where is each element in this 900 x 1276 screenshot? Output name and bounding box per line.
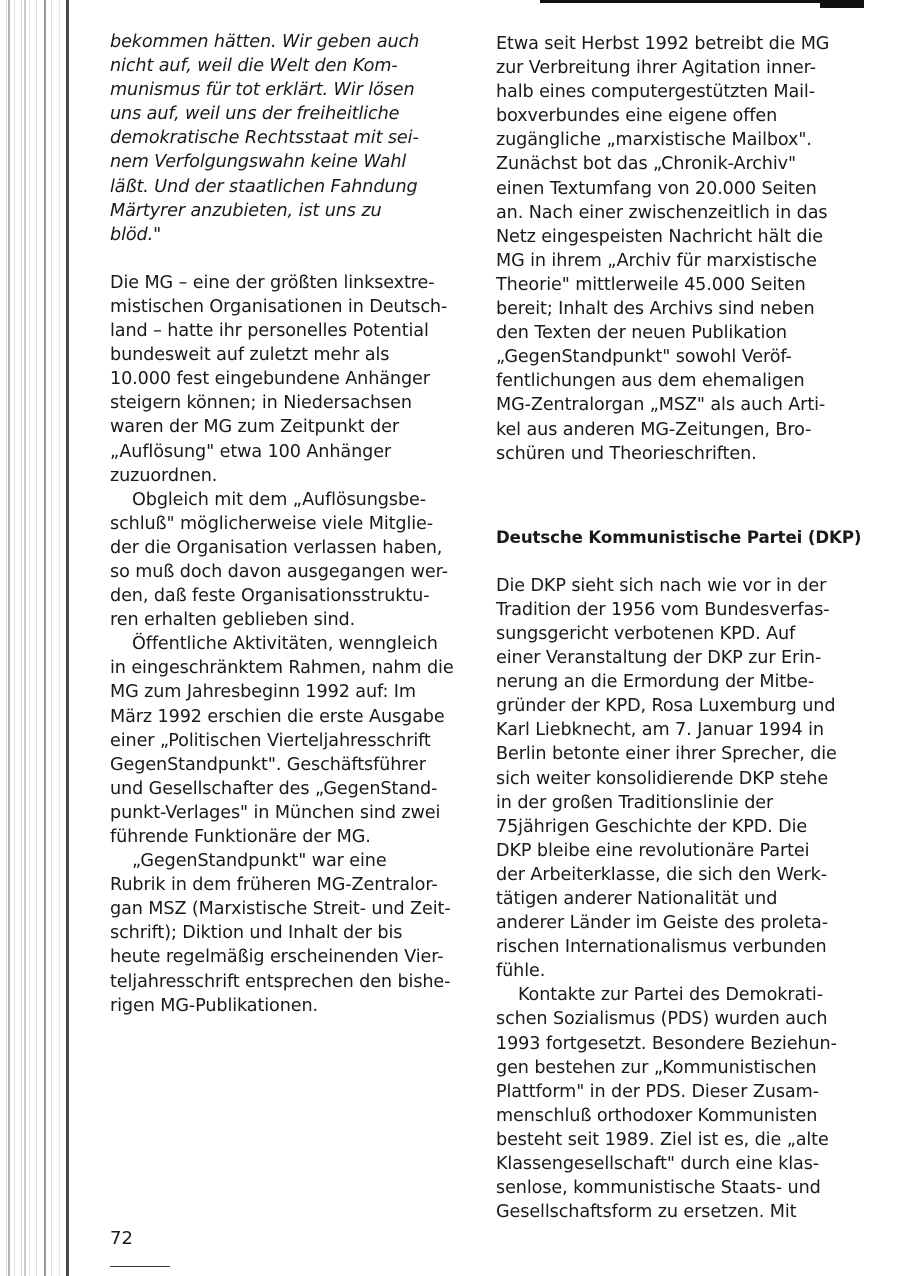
spacer: [496, 466, 866, 526]
text-line: gan MSZ (Marxistische Streit- und Zeit-: [110, 899, 451, 920]
text-line: uns auf, weil uns der freiheitliche: [110, 104, 400, 125]
text-line: blöd.": [110, 224, 162, 245]
paragraph-aktivitaeten: [110, 632, 480, 849]
binding-line: [24, 0, 26, 1276]
left-column: [110, 30, 480, 1018]
text-line: 1993 fortgesetzt. Besondere Beziehun-: [496, 1033, 837, 1054]
text-line: zur Verbreitung ihrer Agitation inner-: [496, 58, 816, 79]
text-line: schluß" möglicherweise viele Mitglie-: [110, 513, 434, 534]
text-line: nem Verfolgungswahn keine Wahl: [110, 152, 407, 173]
text-line: 10.000 fest eingebundene Anhänger: [110, 369, 430, 390]
text-line: mistischen Organisationen in Deutsch-: [110, 296, 448, 317]
text-line: der die Organisation verlassen haben,: [110, 537, 443, 558]
paragraph-mailbox: [496, 32, 866, 466]
text-line: MG-Zentralorgan „MSZ" als auch Arti-: [496, 395, 826, 416]
text-line: gen bestehen zur „Kommunistischen: [496, 1057, 817, 1078]
text-line: MG zum Jahresbeginn 1992 auf: Im: [110, 682, 416, 703]
text-line: heute regelmäßig erscheinenden Vier-: [110, 947, 444, 968]
text-line: GegenStandpunkt". Geschäftsführer: [110, 754, 426, 775]
text-line: Netz eingespeisten Nachricht hält die: [496, 226, 823, 247]
paragraph-mg-potential: [110, 271, 480, 488]
text-line: Die MG – eine der größten linksextre-: [110, 272, 435, 293]
text-line: in der großen Traditionslinie der: [496, 792, 774, 813]
text-line: „GegenStandpunkt" sowohl Veröf-: [496, 347, 792, 368]
text-line: „GegenStandpunkt" war eine: [132, 851, 387, 872]
paragraph-gegenstandpunkt: [110, 849, 480, 1018]
top-rule: [540, 0, 864, 3]
text-line: Plattform" in der PDS. Dieser Zusam-: [496, 1081, 819, 1102]
text-line: der Arbeiterklasse, die sich den Werk-: [496, 864, 827, 885]
text-line: nicht auf, weil die Welt den Kom-: [110, 56, 398, 77]
text-line: Berlin betonte einer ihrer Sprecher, die: [496, 744, 837, 765]
text-line: steigern können; in Niedersachsen: [110, 393, 412, 414]
text-line: schrift); Diktion und Inhalt der bis: [110, 923, 403, 944]
text-line: Rubrik in dem früheren MG-Zentralor-: [110, 875, 438, 896]
text-line: in eingeschränktem Rahmen, nahm die: [110, 658, 454, 679]
page-number: 72: [110, 1228, 133, 1249]
text-line: und Gesellschafter des „GegenStand-: [110, 778, 438, 799]
binding-line: [66, 0, 69, 1276]
text-line: fühle.: [496, 961, 546, 982]
text-line: demokratische Rechtsstaat mit sei-: [110, 128, 419, 149]
text-line: teljahresschrift entsprechen den bishe-: [110, 971, 451, 992]
text-line: rigen MG-Publikationen.: [110, 995, 319, 1016]
text-line: kel aus anderen MG-Zeitungen, Bro-: [496, 419, 812, 440]
text-line: den, daß feste Organisationsstruktu-: [110, 586, 430, 607]
text-line: boxverbundes eine eigene offen: [496, 106, 778, 127]
binding-line: [44, 0, 46, 1276]
text-line: anderer Länder im Geiste des proleta-: [496, 913, 828, 934]
text-line: läßt. Und der staatlichen Fahndung: [110, 176, 418, 197]
quote-block: [110, 30, 480, 247]
text-line: einer Veranstaltung der DKP zur Erin-: [496, 648, 822, 669]
text-line: besteht seit 1989. Ziel ist es, die „alte: [496, 1129, 829, 1150]
text-line: nerung an die Ermordung der Mitbe-: [496, 672, 815, 693]
text-line: bereit; Inhalt des Archivs sind neben: [496, 299, 815, 320]
text-line: tätigen anderer Nationalität und: [496, 889, 778, 909]
paragraph-aufloesung: [110, 488, 480, 633]
text-line: Kontakte zur Partei des Demokrati-: [518, 985, 823, 1006]
text-line: land – hatte ihr personelles Potential: [110, 321, 429, 342]
top-rule-mark: [820, 0, 864, 8]
text-line: Die DKP sieht sich nach wie vor in der: [496, 575, 827, 596]
text-line: ren erhalten geblieben sind.: [110, 610, 356, 631]
text-line: Theorie" mittlerweile 45.000 Seiten: [496, 274, 806, 295]
text-line: rischen Internationalismus verbunden: [496, 937, 827, 958]
text-line: Karl Liebknecht, am 7. Januar 1994 in: [496, 720, 824, 741]
binding-line: [8, 0, 10, 1276]
text-line: schüren und Theorieschriften.: [496, 443, 757, 464]
text-line: schen Sozialismus (PDS) wurden auch: [496, 1009, 828, 1030]
spacer: [110, 247, 480, 271]
text-line: gründer der KPD, Rosa Luxemburg und: [496, 696, 836, 717]
text-line: den Texten der neuen Publikation: [496, 323, 787, 344]
text-line: fentlichungen aus dem ehemaligen: [496, 371, 805, 392]
section-heading-dkp: Deutsche Kommunistische Partei (DKP): [496, 527, 862, 547]
text-line: punkt-Verlages" in München sind zwei: [110, 802, 441, 823]
right-column: [496, 32, 866, 1224]
text-line: bundesweit auf zuletzt mehr als: [110, 345, 390, 366]
text-line: Gesellschaftsform zu ersetzen. Mit: [496, 1202, 797, 1223]
text-line: Zunächst bot das „Chronik-Archiv": [496, 154, 796, 175]
text-line: „Auflösung" etwa 100 Anhänger: [110, 441, 392, 462]
text-line: Obgleich mit dem „Auflösungsbe-: [132, 489, 426, 510]
text-line: an. Nach einer zwischenzeitlich in das: [496, 202, 828, 223]
text-line: einen Textumfang von 20.000 Seiten: [496, 178, 817, 199]
text-line: 75jährigen Geschichte der KPD. Die: [496, 816, 808, 837]
text-line: senlose, kommunistische Staats- und: [496, 1178, 821, 1199]
text-line: MG in ihrem „Archiv für marxistische: [496, 250, 817, 271]
text-line: März 1992 erschien die erste Ausgabe: [110, 706, 445, 727]
footer-rule: [110, 1266, 170, 1267]
scan-binding-edge: [0, 0, 70, 1276]
text-line: DKP bleibe eine revolutionäre Partei: [496, 840, 810, 861]
text-line: halb eines computergestützten Mail-: [496, 82, 815, 103]
text-line: Märtyrer anzubieten, ist uns zu: [110, 200, 382, 221]
text-line: sungsgericht verbotenen KPD. Auf: [496, 623, 796, 644]
text-line: munismus für tot erklärt. Wir lösen: [110, 80, 415, 101]
text-line: Etwa seit Herbst 1992 betreibt die MG: [496, 34, 830, 54]
text-line: Klassengesellschaft" durch eine klas-: [496, 1154, 820, 1175]
text-line: so muß doch davon ausgegangen wer-: [110, 561, 448, 582]
paragraph-dkp-tradition: [496, 574, 866, 984]
text-line: Tradition der 1956 vom Bundesverfas-: [496, 599, 830, 620]
text-line: waren der MG zum Zeitpunkt der: [110, 417, 399, 438]
text-line: einer „Politischen Vierteljahresschrift: [110, 730, 431, 751]
spacer: [496, 550, 866, 574]
text-line: bekommen hätten. Wir geben auch: [110, 32, 420, 52]
text-line: zugängliche „marxistische Mailbox".: [496, 130, 812, 151]
text-line: zuzuordnen.: [110, 465, 218, 486]
text-line: führende Funktionäre der MG.: [110, 827, 371, 847]
paragraph-pds-kontakte: [496, 983, 866, 1224]
text-line: Öffentliche Aktivitäten, wenngleich: [132, 634, 438, 655]
text-line: menschluß orthodoxer Kommunisten: [496, 1105, 818, 1126]
text-line: sich weiter konsolidierende DKP stehe: [496, 768, 829, 789]
